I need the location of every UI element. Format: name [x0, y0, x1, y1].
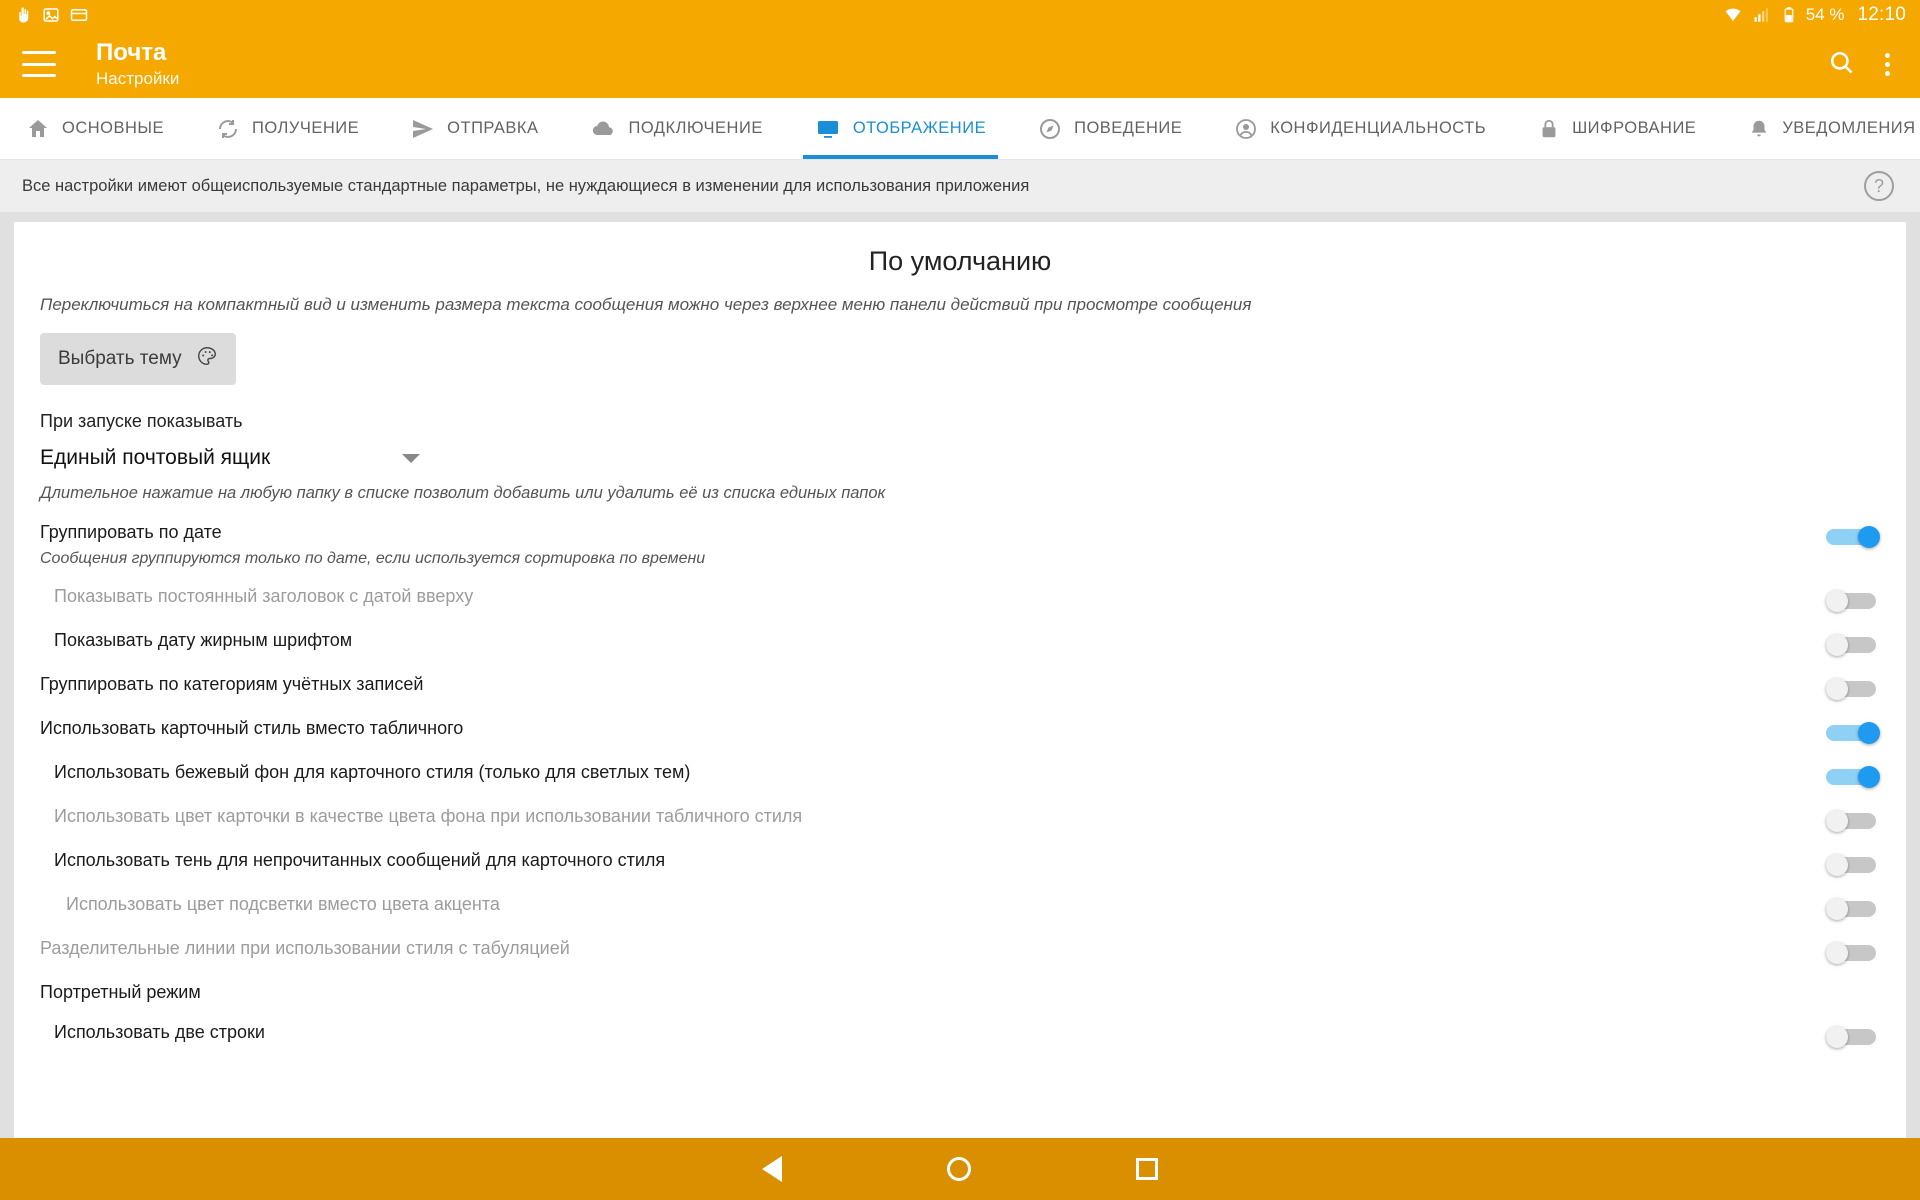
android-nav-bar: [0, 1138, 1920, 1200]
tab-label: ПОВЕДЕНИЕ: [1074, 119, 1183, 137]
signal-icon: [1752, 6, 1772, 24]
status-bar: [0, 0, 1920, 30]
search-icon[interactable]: [1827, 48, 1855, 81]
tab-otobrazhenie[interactable]: [789, 98, 1012, 159]
app-bar: [0, 30, 1920, 98]
tab-label: ПОДКЛЮЧЕНИЕ: [628, 119, 763, 137]
setting-row[interactable]: [40, 929, 1880, 973]
tab-label: КОНФИДЕНЦИАЛЬНОСТЬ: [1270, 119, 1487, 137]
person-icon: [1234, 117, 1258, 141]
row-toggle[interactable]: [1826, 766, 1880, 788]
setting-row[interactable]: [40, 577, 1880, 621]
row-label: Группировать по категориям учётных записей: [40, 674, 424, 694]
row-toggle[interactable]: [1826, 634, 1880, 656]
wifi-icon: [1723, 6, 1743, 24]
row-description: Сообщения группируются только по дате, если используется сортировка по времени: [40, 550, 706, 567]
row-text: [54, 1022, 1826, 1043]
row-toggle[interactable]: [1826, 590, 1880, 612]
monitor-icon: [815, 117, 841, 141]
setting-row[interactable]: [40, 841, 1880, 885]
hamburger-icon[interactable]: [22, 51, 56, 77]
row-label: Использовать бежевый фон для карточного стиля (только для светлых тем): [54, 762, 691, 782]
tab-label: УВЕДОМЛЕНИЯ: [1782, 119, 1916, 137]
setting-row[interactable]: [40, 1013, 1880, 1057]
chevron-down-icon: [402, 454, 420, 463]
row-label: Показывать постоянный заголовок с датой вверху: [54, 586, 474, 606]
palette-icon: [196, 345, 218, 373]
tab-otpravka[interactable]: [385, 98, 564, 159]
home-icon: [26, 117, 50, 141]
row-toggle[interactable]: [1826, 526, 1880, 548]
startup-select-value: Единый почтовый ящик: [40, 446, 271, 469]
lock-icon: [1538, 117, 1560, 141]
setting-row[interactable]: [40, 665, 1880, 709]
tab-osnovnye[interactable]: [0, 98, 190, 159]
tab-label: ШИФРОВАНИЕ: [1572, 119, 1697, 137]
settings-content: [0, 212, 1920, 1138]
choose-theme-button[interactable]: [40, 333, 236, 385]
setting-row[interactable]: [40, 885, 1880, 929]
tab-konfidencialnost[interactable]: [1208, 98, 1512, 159]
row-label: Использовать тень для непрочитанных сообщений для карточного стиля: [54, 850, 666, 870]
settings-notice: [0, 160, 1920, 212]
image-icon: [42, 6, 60, 24]
setting-row[interactable]: [40, 709, 1880, 753]
recents-square-icon[interactable]: [1136, 1158, 1158, 1180]
row-label: Использовать цвет подсветки вместо цвета акцента: [66, 894, 500, 914]
row-text: [54, 586, 1826, 607]
notice-text: Все настройки имеют общеиспользуемые стандартные параметры, не нуждающиеся в изменении для использования приложения: [22, 176, 1030, 195]
battery-icon: [1781, 6, 1797, 24]
setting-row[interactable]: [40, 621, 1880, 665]
row-text: [54, 806, 1826, 827]
row-text: [40, 718, 1826, 739]
card-icon: [70, 6, 88, 24]
row-text: [54, 762, 1826, 783]
row-toggle[interactable]: [1826, 1026, 1880, 1048]
startup-label: При запуске показывать: [40, 411, 243, 431]
setting-row[interactable]: [40, 753, 1880, 797]
status-bar-left-icons: [14, 6, 88, 24]
more-vert-icon[interactable]: [1885, 53, 1890, 76]
tab-label: ПОЛУЧЕНИЕ: [252, 119, 360, 137]
settings-tabs: [0, 98, 1920, 160]
tab-podkluchenie[interactable]: [564, 98, 788, 159]
tab-uvedomleniya[interactable]: [1722, 98, 1920, 159]
choose-theme-label: Выбрать тему: [58, 348, 182, 369]
app-bar-titles: [96, 39, 179, 88]
send-icon: [411, 117, 435, 141]
row-label: Показывать дату жирным шрифтом: [54, 630, 353, 650]
row-toggle[interactable]: [1826, 854, 1880, 876]
row-text: [54, 850, 1826, 871]
back-triangle-icon[interactable]: [762, 1156, 782, 1182]
row-label: Портретный режим: [40, 982, 201, 1002]
tab-poluchenie[interactable]: [190, 98, 385, 159]
page-subtitle: Настройки: [96, 69, 180, 89]
row-toggle[interactable]: [1826, 810, 1880, 832]
row-label: Использовать цвет карточки в качестве цвета фона при использовании табличного стиля: [54, 806, 803, 826]
bell-icon: [1748, 117, 1770, 141]
row-toggle[interactable]: [1826, 678, 1880, 700]
page-title: Почта: [96, 39, 167, 67]
clock: 12:10: [1857, 4, 1906, 25]
tab-label: ОТПРАВКА: [447, 119, 539, 137]
row-toggle[interactable]: [1826, 722, 1880, 744]
row-label: Использовать две строки: [54, 1022, 265, 1042]
row-text: [40, 522, 1826, 568]
status-bar-right-icons: [1723, 4, 1906, 26]
app-bar-actions: [1827, 48, 1898, 81]
section-hint: Переключиться на компактный вид и изменить размера текста сообщения можно через верхнее меню панели действий при просмотре сообщения: [40, 295, 1252, 314]
row-text: [54, 630, 1826, 651]
startup-hint: Длительное нажатие на любую папку в списке позволит добавить или удалить её из списка единых папок: [40, 484, 886, 502]
row-toggle[interactable]: [1826, 898, 1880, 920]
row-label: Разделительные линии при использовании стиля с табуляцией: [40, 938, 570, 958]
settings-card: [14, 222, 1906, 1138]
home-circle-icon[interactable]: [947, 1157, 971, 1181]
row-text: [40, 982, 1880, 1003]
row-toggle[interactable]: [1826, 942, 1880, 964]
battery-percent: 54 %: [1805, 5, 1845, 24]
row-text: [40, 674, 1826, 695]
setting-group-header: [40, 973, 1880, 1013]
sync-icon: [216, 117, 240, 141]
settings-rows: [40, 513, 1880, 1057]
tab-label: ОСНОВНЫЕ: [62, 119, 165, 137]
row-text: [40, 938, 1826, 959]
row-label: Использовать карточный стиль вместо табличного: [40, 718, 464, 738]
row-text: [66, 894, 1826, 915]
compass-icon: [1038, 117, 1062, 141]
cloud-icon: [590, 117, 616, 141]
row-label: Группировать по дате: [40, 522, 222, 542]
setting-row[interactable]: [40, 513, 1880, 577]
tab-povedenie[interactable]: [1012, 98, 1208, 159]
tab-label: ОТОБРАЖЕНИЕ: [852, 119, 987, 137]
section-title: По умолчанию: [868, 246, 1052, 276]
setting-row[interactable]: [40, 797, 1880, 841]
tab-shifrovanie[interactable]: [1512, 98, 1722, 159]
hand-icon: [14, 6, 32, 24]
startup-select[interactable]: [40, 446, 420, 470]
help-icon[interactable]: ?: [1864, 171, 1894, 201]
